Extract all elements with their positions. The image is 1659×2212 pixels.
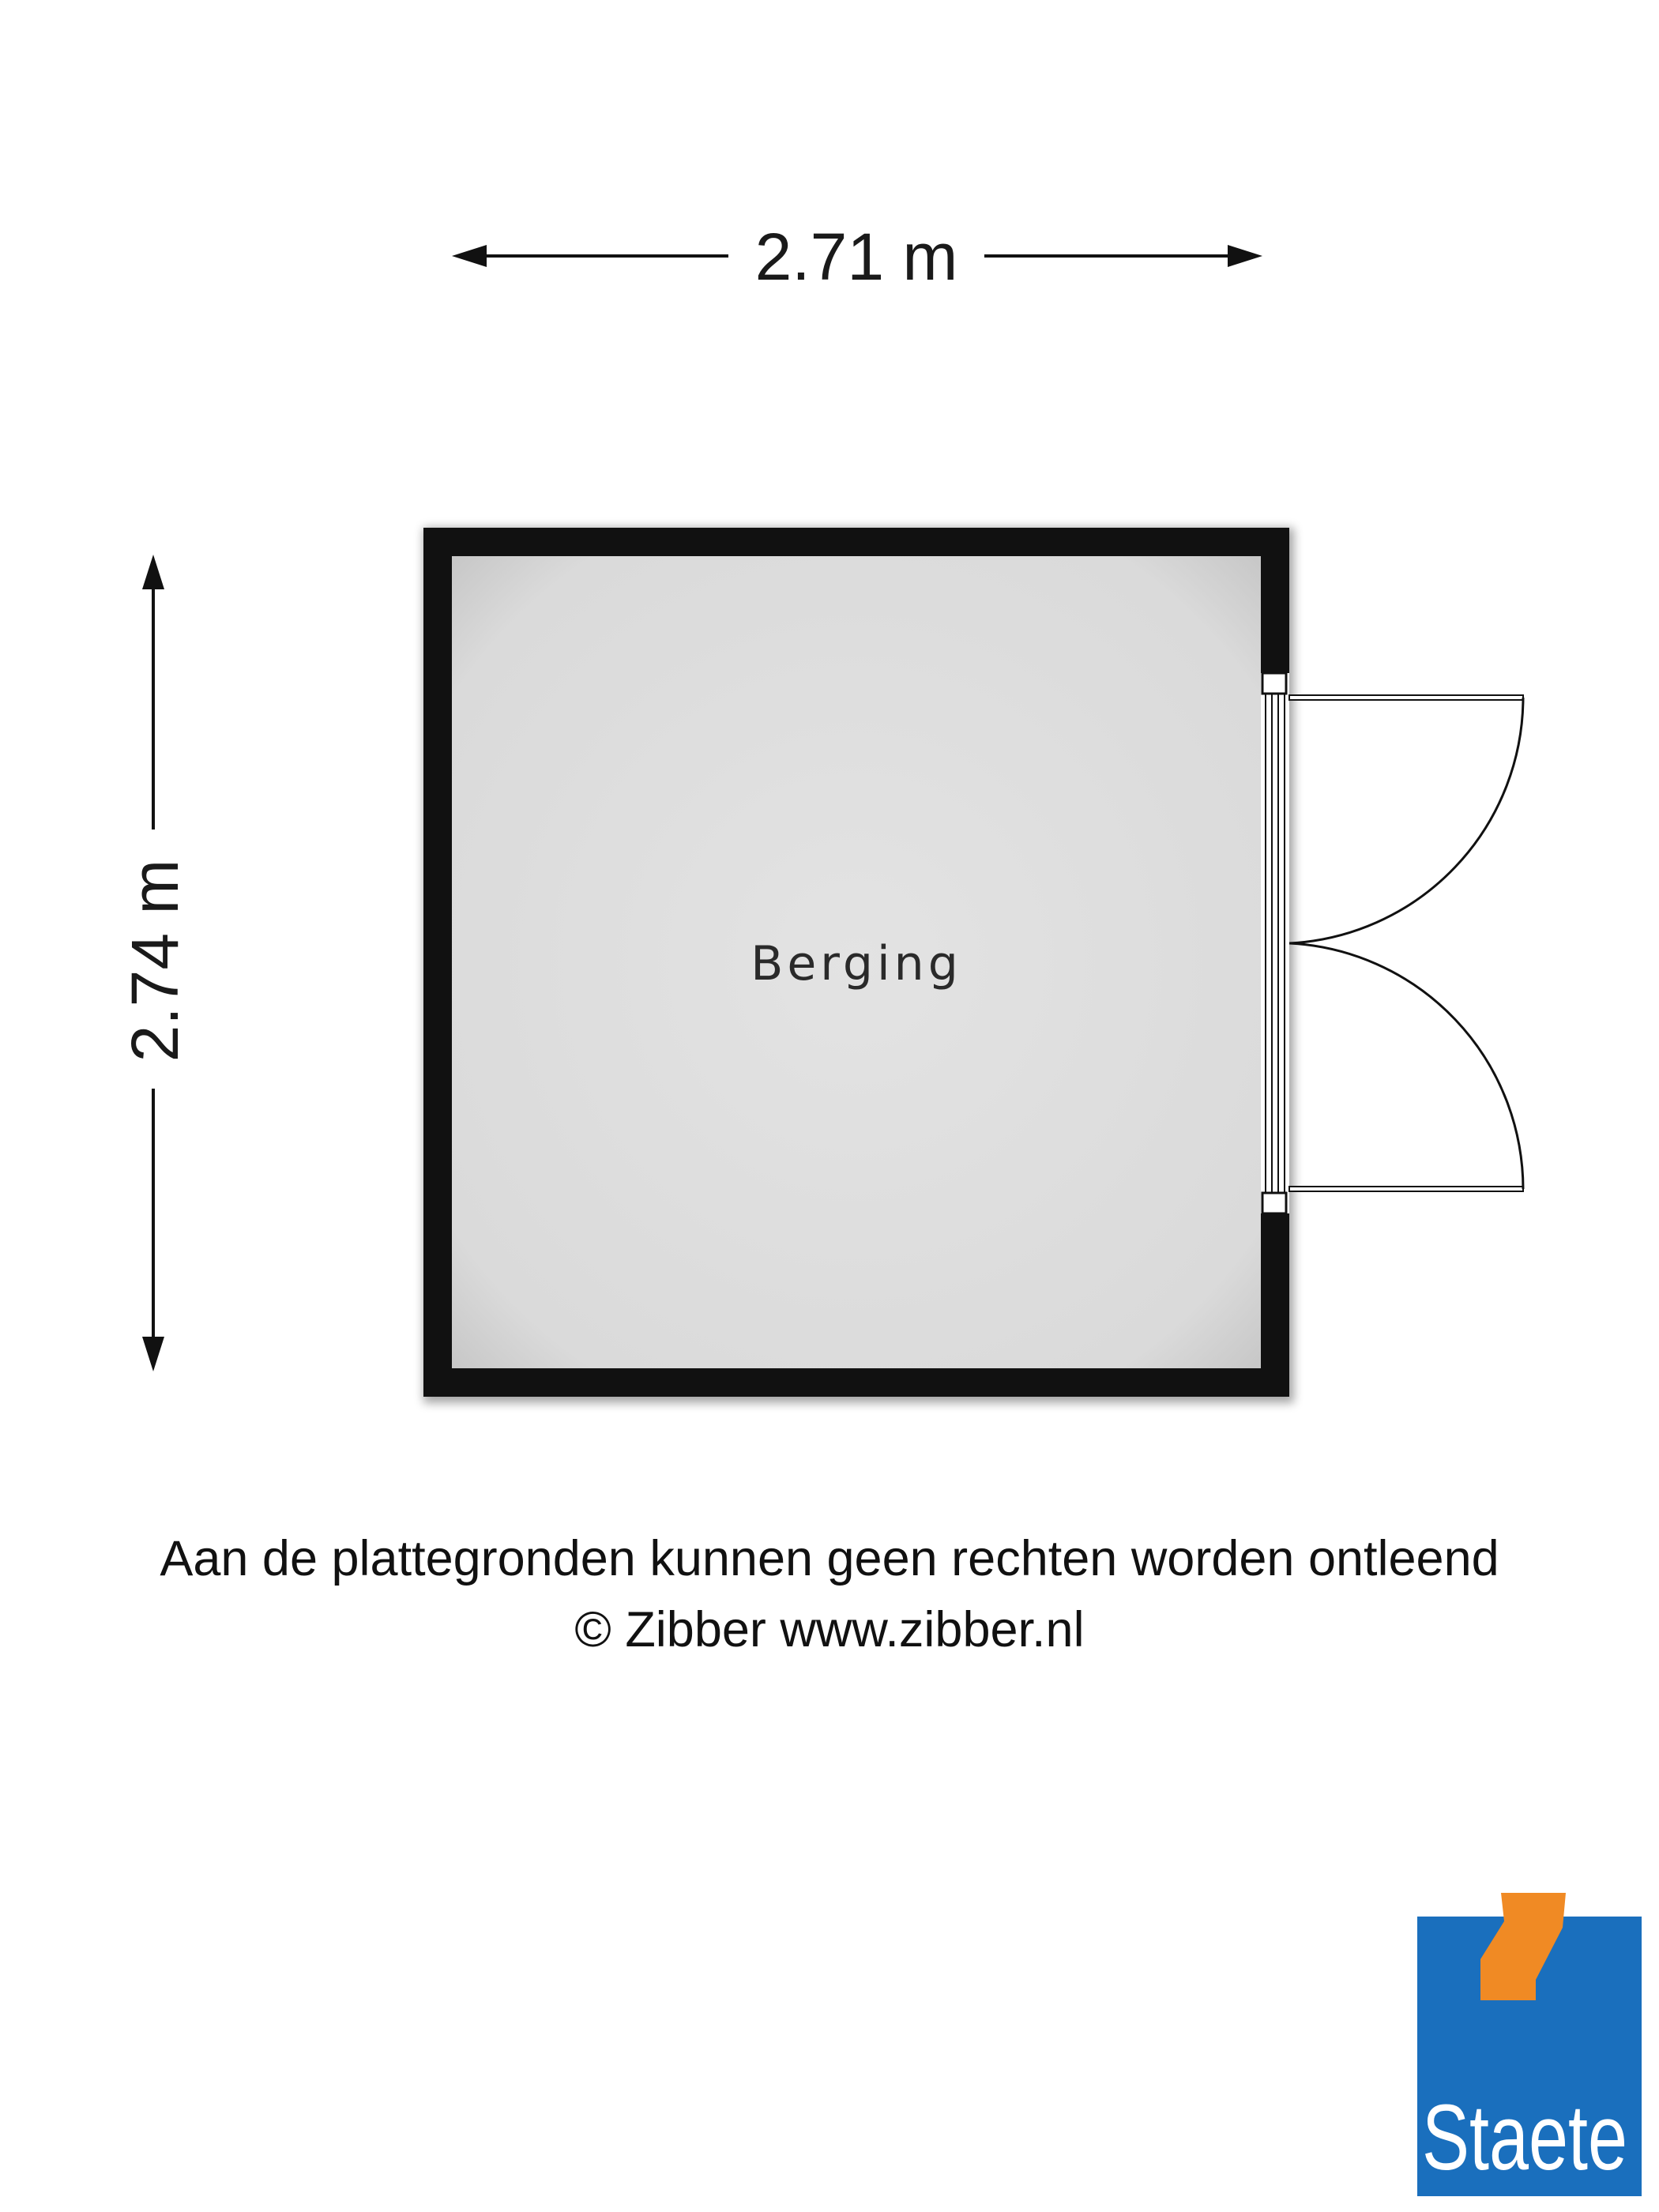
disclaimer-text: Aan de plattegronden kunnen geen rechten worden ontleend [160,1531,1499,1586]
arrow-left-icon [452,245,487,267]
logo-text: Staete [1422,2086,1627,2190]
room-label: Berging [750,936,962,991]
copyright-text: © Zibber www.zibber.nl [574,1602,1085,1657]
double-door [1261,673,1523,1213]
door-leaf-upper [1289,695,1523,700]
staete-logo [1417,1893,1642,2196]
width-dimension [452,220,1262,294]
width-dimension-label: 2.71 m [754,220,958,294]
door-swing-lower [1289,943,1523,1189]
door-jamb-bottom [1262,1193,1286,1213]
room-berging [423,528,1294,1403]
door-swing-upper [1289,698,1523,943]
arrow-right-icon [1228,245,1262,267]
door-leaf-lower [1289,1187,1523,1191]
height-dimension-label: 2.74 m [118,859,192,1063]
door-jamb-top [1262,673,1286,694]
arrow-up-icon [142,555,164,589]
height-dimension [118,555,192,1371]
arrow-down-icon [142,1337,164,1371]
